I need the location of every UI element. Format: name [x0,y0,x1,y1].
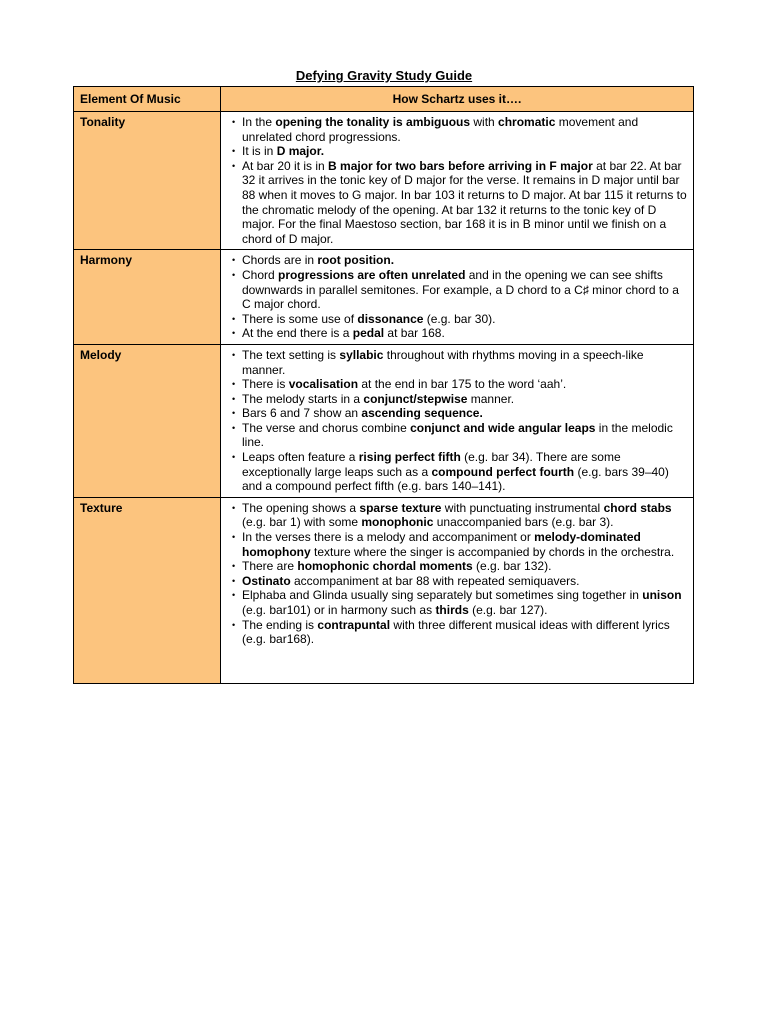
bold-text: homophonic chordal moments [297,559,473,574]
text-segment: and in the opening we can see shifts downwards in parallel semitones. For example, a D chord to a C♯ minor chord to a C major chord. [242,267,679,312]
page-title: Defying Gravity Study Guide [295,68,473,83]
header-how-used: How Schartz uses it…. [221,87,694,112]
text-segment: in the melodic line. [242,420,673,450]
bullet-list [227,348,687,494]
bold-text: chromatic [498,115,556,129]
bold-text: ascending sequence. [361,406,483,421]
text-segment: The verse and chorus combine [242,420,411,435]
text-segment: At the end there is a [242,326,353,341]
bullet-item [242,115,687,144]
text-segment: There is [242,377,289,392]
bullet-item [242,312,687,327]
bullet-item [242,421,687,450]
text-segment: with punctuating instrumental [441,500,604,515]
header-element-of-music: Element Of Music [74,87,221,112]
bold-text: monophonic [361,515,434,530]
bullet-item [242,530,687,559]
text-segment: accompaniment at bar 88 with repeated semiquavers. [290,573,580,588]
text-segment: at bar 168. [384,326,445,341]
text-segment: with [470,115,499,129]
text-segment: Leaps often feature a [242,450,359,465]
bullet-item [242,501,687,530]
bold-text: Ostinato [242,573,291,588]
text-segment: movement and unrelated chord progressions. [242,115,639,144]
element-label: Harmony [74,250,221,345]
bold-text: thirds [435,603,469,617]
text-segment: (e.g. bar 127). [468,603,548,617]
element-label: Texture [74,497,221,683]
text-segment: with three different musical ideas with different lyrics (e.g. bar168). [242,617,670,647]
element-label: Melody [74,344,221,497]
bold-text: conjunct and wide angular leaps [410,420,596,435]
bold-text: opening the tonality is ambiguous [275,115,471,129]
bullet-item [242,588,687,617]
bullet-list [227,253,687,341]
text-segment: (e.g. bar 30). [423,311,496,326]
text-segment: At bar 20 it is in [242,158,329,173]
bold-text: rising perfect fifth [358,450,461,465]
text-segment: It is in [242,144,277,159]
text-segment: There are [242,559,298,574]
bullet-item [242,559,687,574]
table-header-row [74,87,694,112]
bullet-item [242,618,687,647]
bullet-item [242,450,687,494]
text-segment: Chords are in [242,253,318,268]
text-segment: Chord [242,267,279,282]
text-segment: at bar 22. At bar 32 it arrives in the tonic key of D major for the verse. It remains in D major until bar 88 when it moves to G major. In bar 103 it returns to D major. At bar 115 it returns to the chromatic melody of the opening. At bar 132 it returns to the tonic key of D major. For the final Maestoso section, bar 168 it is in B minor until we finish on a chord of D major. [242,158,687,246]
bullet-list [227,115,687,246]
bullet-item [242,253,687,268]
text-segment: The melody starts in a [242,391,364,406]
bold-text: dissonance [357,311,424,326]
bold-text: unison [642,588,682,603]
text-segment: The text setting is [242,347,340,362]
bullet-item [242,326,687,341]
bold-text: sparse texture [359,500,442,515]
text-segment: (e.g. bar101) or in harmony such as [242,603,436,617]
text-segment: Bars 6 and 7 show an [242,406,362,421]
element-description [221,497,694,683]
text-segment: In the [242,115,276,129]
bold-text: chord stabs [603,500,672,515]
bullet-item [242,159,687,247]
table-body [74,112,694,684]
table-row [74,344,694,497]
bullet-item [242,406,687,421]
text-segment: (e.g. bar 34). There are some exceptionally large leaps such as a [242,450,621,479]
element-description [221,112,694,250]
text-segment: There is some use of [242,311,358,326]
element-description [221,250,694,345]
text-segment: (e.g. bars 39–40) and a compound perfect fifth (e.g. bars 140–141). [242,464,669,494]
bold-text: D major. [276,144,325,159]
bold-text: progressions are often unrelated [278,267,466,282]
bold-text: conjunct/stepwise [363,391,468,406]
table-row [74,250,694,345]
bullet-item [242,348,687,377]
text-segment: (e.g. bar 1) with some [242,515,362,530]
text-segment: In the verses there is a melody and accompaniment or [242,530,535,545]
text-segment: unaccompanied bars (e.g. bar 3). [433,515,614,530]
bold-text: pedal [352,326,385,341]
text-segment: texture where the singer is accompanied by chords in the orchestra. [310,544,675,559]
bold-text: contrapuntal [317,617,391,632]
bullet-item [242,392,687,407]
bullet-item [242,377,687,392]
text-segment: The ending is [242,617,318,632]
text-segment: at the end in bar 175 to the word ‘aah’. [358,377,567,392]
bullet-item [242,144,687,159]
text-segment: Elphaba and Glinda usually sing separately but sometimes sing together in [242,588,643,603]
bold-text: B major for two bars before arriving in F major [328,158,593,173]
text-segment: manner. [467,391,515,406]
text-segment: The opening shows a [242,500,360,515]
study-guide-table [73,86,694,684]
table-row [74,112,694,250]
text-segment: throughout with rhythms moving in a speech-like manner. [242,347,644,377]
bullet-item [242,268,687,312]
bullet-item [242,574,687,589]
bold-text: vocalisation [288,377,359,392]
bullet-list [227,501,687,647]
bold-text: compound perfect fourth [431,464,575,479]
table-row [74,497,694,683]
element-label: Tonality [74,112,221,250]
element-description [221,344,694,497]
bold-text: melody-dominated homophony [242,530,641,559]
bold-text: syllabic [339,347,384,362]
bold-text: root position. [317,253,395,268]
text-segment: (e.g. bar 132). [472,559,552,574]
